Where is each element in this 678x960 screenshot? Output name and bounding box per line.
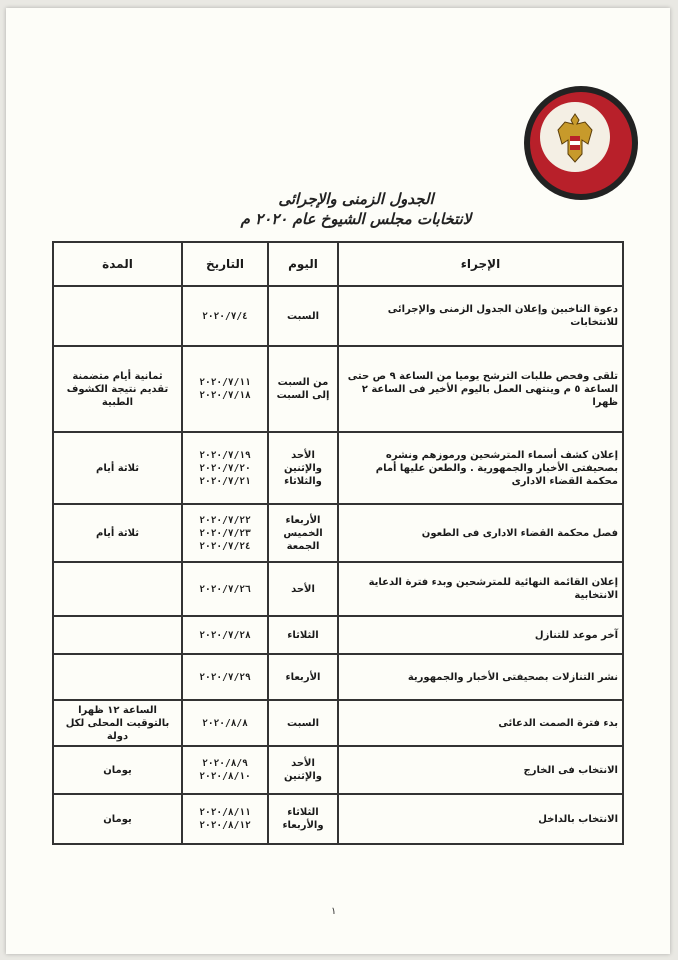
cell-duration: يومان [53,746,182,794]
header-duration: المدة [53,242,182,286]
cell-day: السبت [268,700,338,746]
cell-procedure: إعلان القائمة النهائية للمترشحين وبدء فترة الدعاية الانتخابية [338,562,623,616]
cell-date: ٢٠٢٠/٨/٨ [182,700,268,746]
cell-date: ٢٠٢٠/٨/٩ ٢٠٢٠/٨/١٠ [182,746,268,794]
cell-date: ٢٠٢٠/٧/١١ ٢٠٢٠/٧/١٨ [182,346,268,432]
cell-day: من السبت إلى السبت [268,346,338,432]
cell-date: ٢٠٢٠/٧/٤ [182,286,268,346]
eagle-emblem-icon [552,110,598,166]
cell-date: ٢٠٢٠/٧/٢٦ [182,562,268,616]
cell-procedure: نشر التنازلات بصحيفتى الأخبار والجمهورية [338,654,623,700]
cell-day: الأحد والإثنين [268,746,338,794]
cell-duration: ثلاثة أيام [53,432,182,504]
cell-day: الأحد [268,562,338,616]
schedule-table [52,241,624,845]
cell-day: السبت [268,286,338,346]
national-election-authority-logo [524,86,638,200]
cell-day: الأربعاء الخميس الجمعة [268,504,338,562]
cell-duration: يومان [53,794,182,844]
table-header-row [53,242,623,286]
cell-duration: ثمانية أيام متضمنة تقديم نتيجة الكشوف الطبية [53,346,182,432]
cell-procedure: تلقى وفحص طلبات الترشح يوميا من الساعة ٩ ص حتى الساعة ٥ م وينتهى العمل باليوم الأخير فى الساعة ٢ ظهرا [338,346,623,432]
cell-procedure: آخر موعد للتنازل [338,616,623,654]
table-row [53,746,623,794]
table-row [53,562,623,616]
cell-date: ٢٠٢٠/٧/٢٩ [182,654,268,700]
cell-day: الأحد والإثنين والثلاثاء [268,432,338,504]
cell-day: الثلاثاء [268,616,338,654]
header-procedure: الإجراء [338,242,623,286]
cell-duration [53,616,182,654]
cell-duration: الساعة ١٢ ظهرا بالتوقيت المحلى لكل دولة [53,700,182,746]
cell-date: ٢٠٢٠/٧/١٩ ٢٠٢٠/٧/٢٠ ٢٠٢٠/٧/٢١ [182,432,268,504]
table-row [53,654,623,700]
document-title: الجدول الزمنى والإجرائى [278,190,434,208]
table-row [53,616,623,654]
cell-procedure: فصل محكمة القضاء الادارى فى الطعون [338,504,623,562]
cell-duration [53,562,182,616]
cell-date: ٢٠٢٠/٨/١١ ٢٠٢٠/٨/١٢ [182,794,268,844]
cell-date: ٢٠٢٠/٧/٢٢ ٢٠٢٠/٧/٢٣ ٢٠٢٠/٧/٢٤ [182,504,268,562]
table-row [53,794,623,844]
cell-duration [53,286,182,346]
table-row [53,346,623,432]
cell-date: ٢٠٢٠/٧/٢٨ [182,616,268,654]
document-subtitle: لانتخابات مجلس الشيوخ عام ٢٠٢٠ م [240,210,472,228]
cell-duration [53,654,182,700]
cell-procedure: الانتخاب بالداخل [338,794,623,844]
cell-day: الأربعاء [268,654,338,700]
cell-procedure: بدء فترة الصمت الدعائى [338,700,623,746]
cell-day: الثلاثاء والأربعاء [268,794,338,844]
table-row [53,504,623,562]
cell-procedure: دعوة الناخبين وإعلان الجدول الزمنى والإجرائى للانتخابات [338,286,623,346]
page-number: ١ [331,906,337,917]
table-row [53,286,623,346]
header-day: اليوم [268,242,338,286]
header-date: التاريخ [182,242,268,286]
cell-procedure: إعلان كشف أسماء المترشحين ورموزهم ونشره بصحيفتى الأخبار والجمهورية . والطعن عليها أمام محكمة القضاء الادارى [338,432,623,504]
table-row [53,700,623,746]
cell-procedure: الانتخاب فى الخارج [338,746,623,794]
cell-duration: ثلاثة أيام [53,504,182,562]
table-row [53,432,623,504]
